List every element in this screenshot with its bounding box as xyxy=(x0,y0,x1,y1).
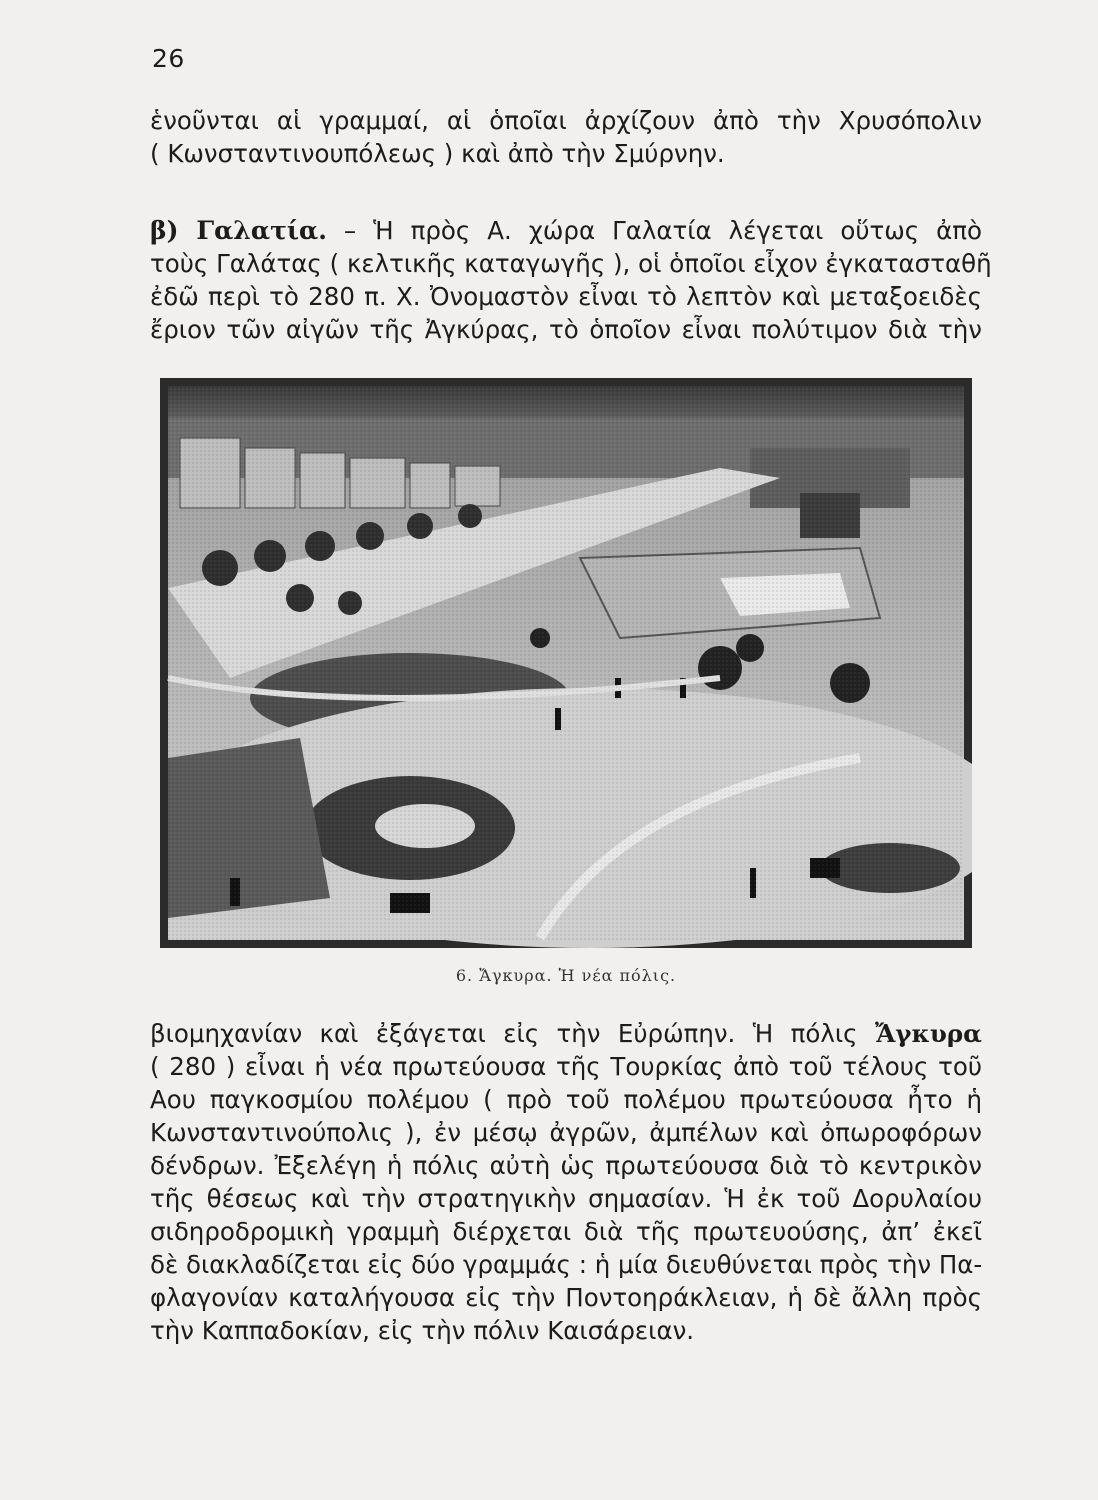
paragraph-2-line: ἐδῶ περὶ τὸ 280 π. Χ. Ὀνομαστὸν εἶναι τὸ λεπτὸν καὶ μεταξοειδὲς xyxy=(150,282,982,311)
ankara-photo-illustration xyxy=(160,378,972,948)
paragraph-3 xyxy=(150,1017,982,1347)
paragraph-1 xyxy=(150,104,982,170)
paragraph-3-line: Αου παγκοσμίου πολέμου ( πρὸ τοῦ πολέμου πρωτεύουσα ἦτο ἡ xyxy=(150,1085,982,1114)
paragraph-2 xyxy=(150,214,992,346)
paragraph-3-line: ( 280 ) εἶναι ἡ νέα πρωτεύουσα τῆς Τουρκίας ἀπὸ τοῦ τέλους τοῦ xyxy=(150,1052,982,1081)
figure-caption: 6. Ἄγκυρα. Ἡ νέα πόλις. xyxy=(455,966,677,985)
paragraph-3-line: δένδρων. Ἐξελέγη ἡ πόλις αὐτὴ ὡς πρωτεύουσα διὰ τὸ κεντρικὸν xyxy=(150,1151,982,1180)
paragraph-2-first-line-text: – Ἡ πρὸς Α. χώρα Γαλατία λέγεται οὕτως ἀπὸ xyxy=(326,216,982,245)
paragraph-3-first-line xyxy=(150,1017,982,1050)
section-heading: β) Γαλατία. xyxy=(150,216,327,245)
paragraph-1-line: ἑνοῦνται αἱ γραμμαί, αἱ ὁποῖαι ἀρχίζουν ἀπὸ τὴν Χρυσόπολιν xyxy=(150,106,982,135)
paragraph-3-line: σιδηροδρομικὴ γραμμὴ διέρχεται διὰ τῆς πρωτευούσης, ἀπ’ ἐκεῖ xyxy=(150,1217,982,1246)
paragraph-3-line: φλαγονίαν καταλήγουσα εἰς τὴν Ποντοηράκλειαν, ἡ δὲ ἄλλη πρὸς xyxy=(150,1283,982,1312)
paragraph-2-first-line xyxy=(150,214,982,247)
paragraph-3-first-line-text: βιομηχανίαν καὶ ἐξάγεται εἰς τὴν Εὐρώπην. Ἡ πόλις xyxy=(150,1019,858,1048)
paragraph-1-line: ( Κωνσταντινουπόλεως ) καὶ ἀπὸ τὴν Σμύρνην. xyxy=(150,139,725,168)
paragraph-2-line: τοὺς Γαλάτας ( κελτικῆς καταγωγῆς ), οἱ ὁποῖοι εἶχον ἐγκατασταθῆ xyxy=(150,249,992,278)
ankara-photo xyxy=(160,378,972,948)
page-number: 26 xyxy=(152,44,185,73)
paragraph-3-line: Κωνσταντινούπολις ), ἐν μέσῳ ἀγρῶν, ἀμπέλων καὶ ὀπωροφόρων xyxy=(150,1118,982,1147)
paragraph-3-line: τῆς θέσεως καὶ τὴν στρατηγικὴν σημασίαν. Ἡ ἐκ τοῦ Δορυλαίου xyxy=(150,1184,982,1213)
paragraph-2-line: ἔριον τῶν αἰγῶν τῆς Ἀγκύρας, τὸ ὁποῖον εἶναι πολύτιμον διὰ τὴν xyxy=(150,315,982,344)
paragraph-3-line: τὴν Καππαδοκίαν, εἰς τὴν πόλιν Καισάρειαν. xyxy=(150,1316,695,1345)
city-name-bold: Ἄγκυρα xyxy=(874,1019,982,1048)
paragraph-3-line: δὲ διακλαδίζεται εἰς δύο γραμμάς : ἡ μία διευθύνεται πρὸς τὴν Πα- xyxy=(150,1250,983,1279)
